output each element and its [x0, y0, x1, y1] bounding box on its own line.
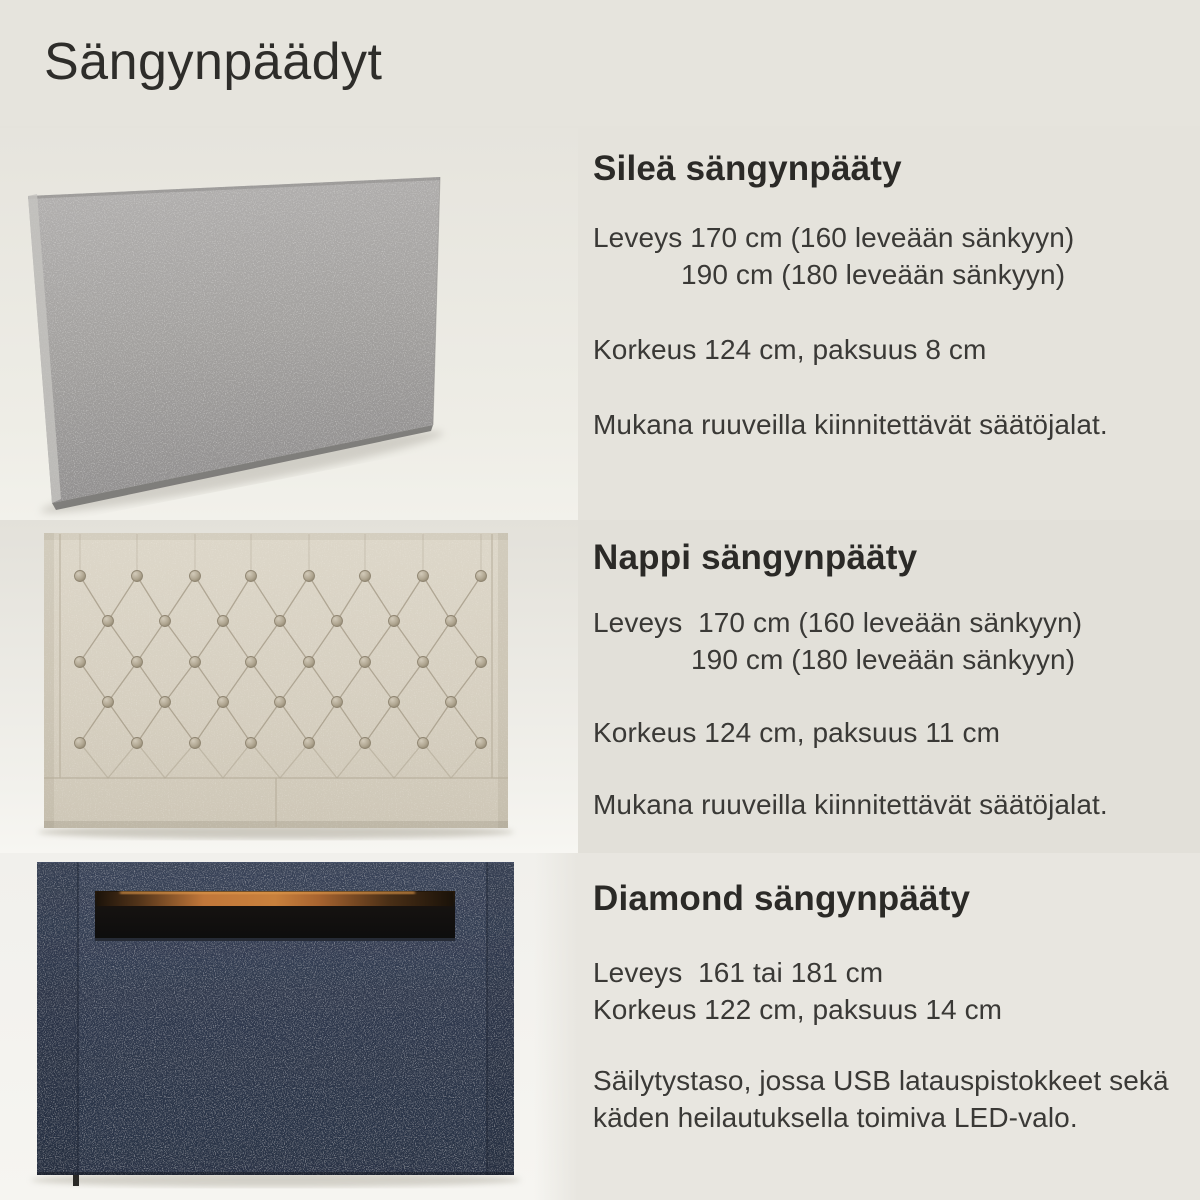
spec-line: 190 cm (180 leveään sänkyyn) [681, 259, 1066, 290]
spec-line: Korkeus 124 cm, paksuus 11 cm [593, 717, 1001, 748]
panel-right-shade [498, 533, 508, 828]
spec-line: Leveys 170 cm (160 leveään sänkyyn) [593, 222, 1075, 253]
left-wing-shade [37, 862, 78, 1175]
panel-left-shade [44, 533, 54, 828]
spec-paragraph [593, 604, 1082, 678]
spec-paragraph [593, 406, 1108, 443]
panel-bottom-edge [37, 1172, 514, 1175]
photo3-right-fade [534, 853, 578, 1200]
panel-top-shade [44, 533, 508, 540]
slot-shelf-lip [95, 938, 455, 941]
spec-paragraph [593, 786, 1108, 823]
spec-line: Säilytystaso, jossa USB latauspistokkeet sekä [593, 1065, 1169, 1096]
tufted-headboard-photo [0, 520, 578, 853]
right-wing-shade [487, 862, 514, 1175]
storage-slot [95, 891, 455, 941]
spec-line: Korkeus 122 cm, paksuus 14 cm [593, 994, 1003, 1025]
page-title: Sängynpäädyt [44, 33, 383, 91]
section-heading-diamond: Diamond sängynpääty [593, 879, 971, 918]
spec-line: käden heilautuksella toimiva LED-valo. [593, 1102, 1078, 1133]
spec-paragraph [593, 219, 1074, 293]
headboard-shadow [31, 1173, 521, 1187]
headboard-leg [73, 1175, 79, 1186]
spec-line: Leveys 170 cm (160 leveään sänkyyn) [593, 607, 1083, 638]
diamond-headboard-photo [0, 853, 578, 1200]
spec-line: Leveys 161 tai 181 cm [593, 957, 884, 988]
spec-paragraph [593, 954, 1002, 1028]
section-heading-nappi: Nappi sängynpääty [593, 538, 918, 577]
led-glow [97, 892, 453, 906]
spec-line: 190 cm (180 leveään sänkyyn) [691, 644, 1076, 675]
spec-line: Mukana ruuveilla kiinnitettävät säätöjalat. [593, 789, 1108, 820]
led-strip [120, 892, 415, 895]
spec-paragraph [593, 1062, 1169, 1136]
spec-line: Mukana ruuveilla kiinnitettävät säätöjalat. [593, 409, 1108, 440]
spec-line: Korkeus 124 cm, paksuus 8 cm [593, 334, 987, 365]
section-heading-silea: Sileä sängynpääty [593, 149, 902, 188]
spec-paragraph [593, 714, 1000, 751]
spec-paragraph [593, 331, 986, 368]
smooth-headboard-photo [0, 128, 578, 520]
